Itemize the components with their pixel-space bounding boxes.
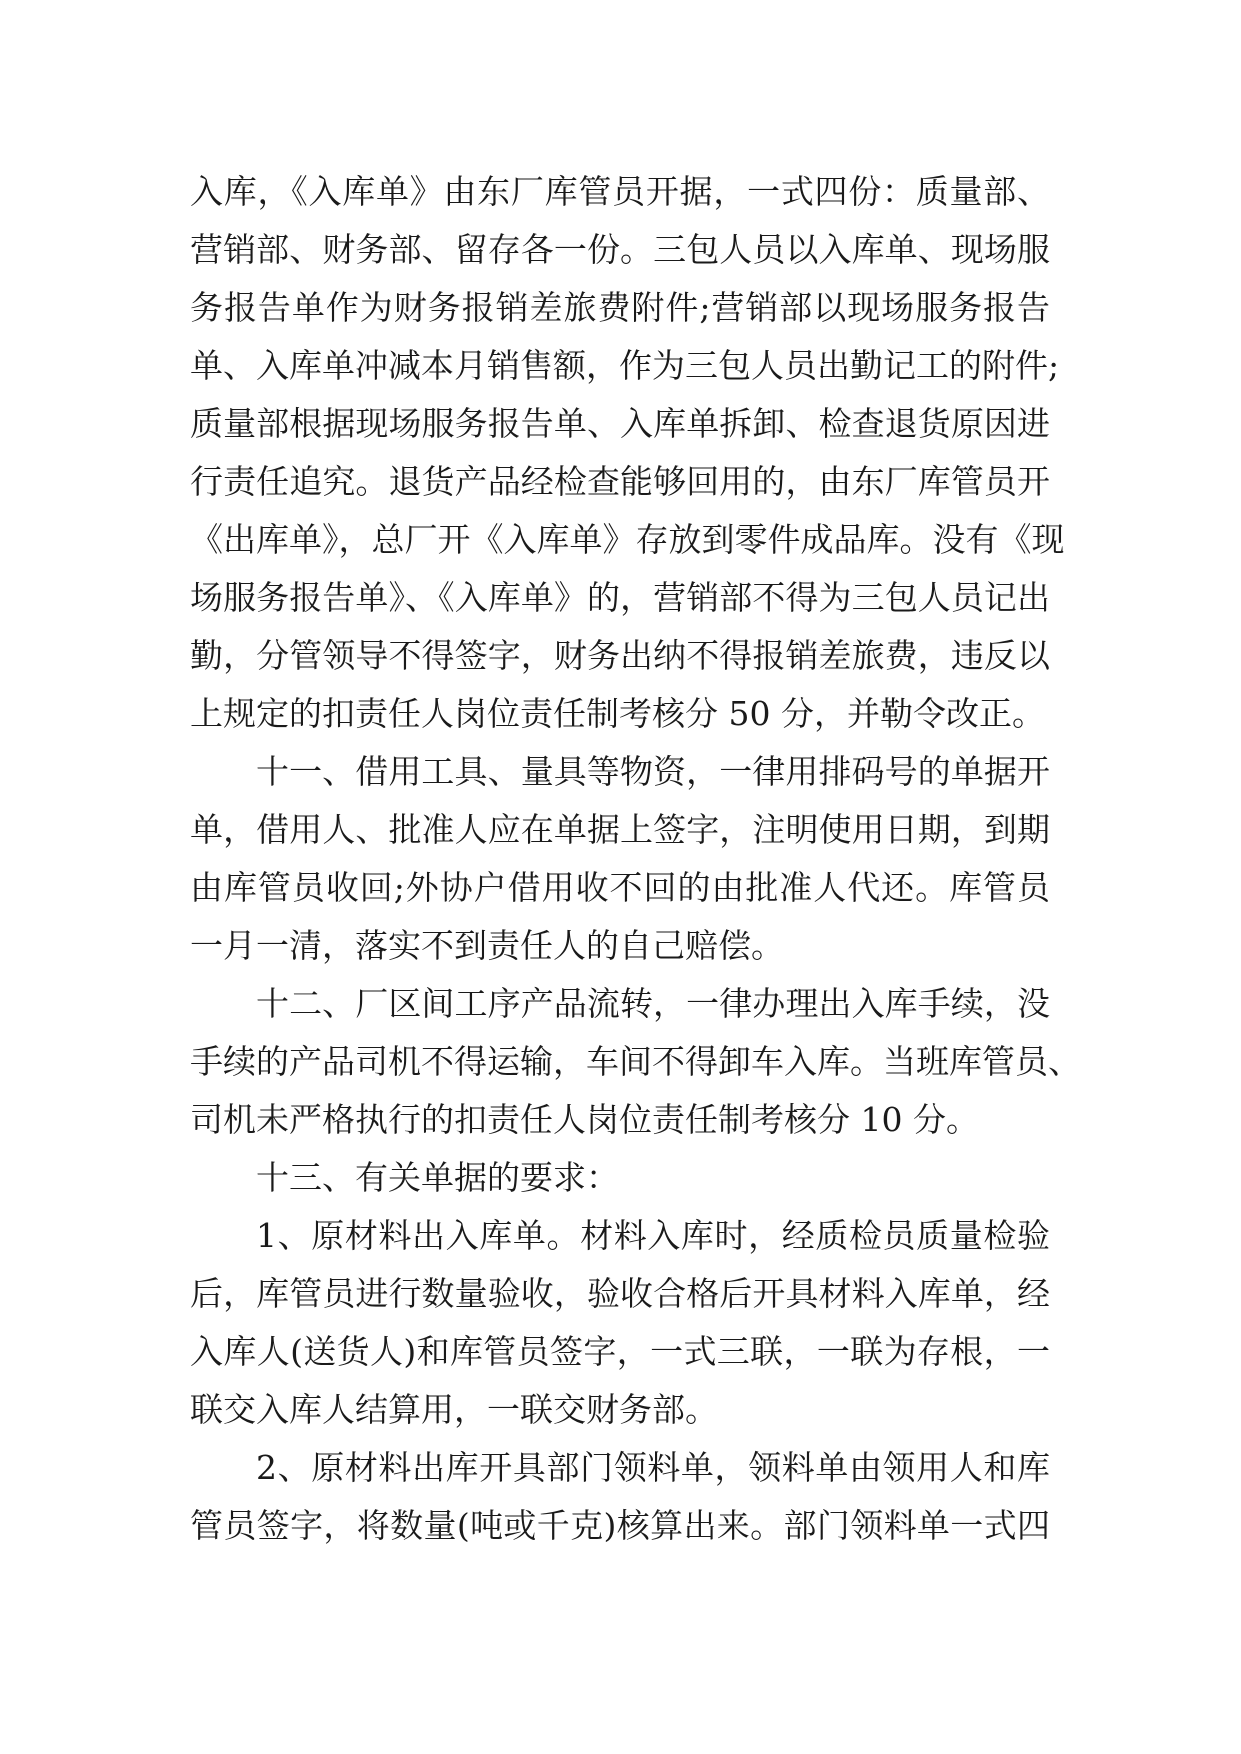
text-line: 由库管员收回;外协户借用收不回的由批准人代还。库管员 [190,868,1050,907]
text-line: 后，库管员进行数量验收，验收合格后开具材料入库单，经 [190,1274,1050,1313]
text-line: 质量部根据现场服务报告单、入库单拆卸、检查退货原因进 [190,404,1050,443]
text-line: 管员签字，将数量(吨或千克)核算出来。部门领料单一式四 [190,1506,1050,1545]
text-line: 手续的产品司机不得运输，车间不得卸车入库。当班库管员、 [190,1042,1081,1081]
text-line: 务报告单作为财务报销差旅费附件;营销部以现场服务报告 [190,288,1050,327]
text-line: 场服务报告单》、《入库单》的，营销部不得为三包人员记出 [190,578,1050,617]
text-line: 一月一清，落实不到责任人的自己赔偿。 [190,926,784,965]
text-line: 司机未严格执行的扣责任人岗位责任制考核分 10 分。 [190,1100,979,1139]
body-text [190,163,1081,1555]
text-line: 2、原材料出库开具部门领料单，领料单由领用人和库 [256,1448,1050,1487]
text-line: 十二、厂区间工序产品流转，一律办理出入库手续，没 [256,984,1050,1023]
text-line: 单、入库单冲减本月销售额，作为三包人员出勤记工的附件; [190,346,1060,385]
text-line: 入库人(送货人)和库管员签字，一式三联，一联为存根，一 [190,1332,1050,1371]
text-line: 勤，分管领导不得签字，财务出纳不得报销差旅费，违反以 [190,636,1050,675]
text-line: 单，借用人、批准人应在单据上签字，注明使用日期，到期 [190,810,1050,849]
text-line: 行责任追究。退货产品经检查能够回用的，由东厂库管员开 [190,462,1050,501]
text-line: 营销部、财务部、留存各一份。三包人员以入库单、现场服 [190,230,1050,269]
text-line: 上规定的扣责任人岗位责任制考核分 50 分，并勒令改正。 [190,694,1045,733]
text-line: 《出库单》，总厂开《入库单》存放到零件成品库。没有《现 [190,520,1065,559]
text-line: 联交入库人结算用，一联交财务部。 [190,1390,718,1429]
text-line: 1、原材料出入库单。材料入库时，经质检员质量检验 [256,1216,1050,1255]
text-line: 十一、借用工具、量具等物资，一律用排码号的单据开 [256,752,1050,791]
text-line: 十三、有关单据的要求： [256,1158,619,1197]
text-line: 入库，《入库单》由东厂库管员开据，一式四份：质量部、 [190,172,1050,211]
